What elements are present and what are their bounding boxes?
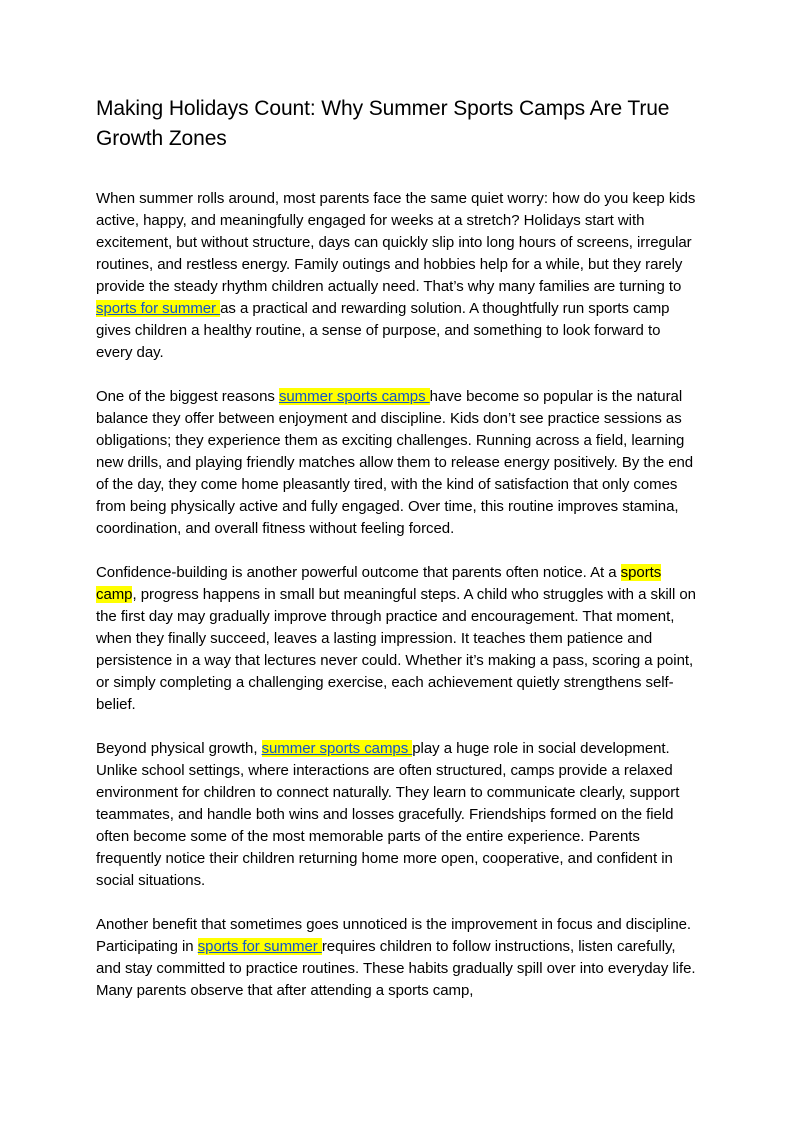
paragraph-focus bbox=[96, 914, 700, 1002]
paragraph-text: requires children to follow instructions, listen carefully, and stay committed to practice routines. These habits gradually spill over into everyday life. Many parents observe that after attending a sports camp, bbox=[96, 938, 696, 999]
document-page bbox=[96, 94, 700, 1024]
paragraph-intro bbox=[96, 188, 700, 364]
highlight-sports-camp: sports camp bbox=[96, 564, 662, 603]
paragraph-text: One of the biggest reasons bbox=[96, 388, 279, 405]
paragraph-confidence bbox=[96, 562, 700, 716]
paragraph-balance bbox=[96, 386, 700, 540]
paragraph-text: have become so popular is the natural balance they offer between enjoyment and discipline. Kids don’t see practice sessions as obligations; they experience them as exciting challenges. Running across a field, learning new drills, and playing friendly matches allow them to release energy positively. By the end of the day, they come home pleasantly tired, with the kind of satisfaction that only comes from being physically active and fully engaged. Over time, this routine improves stamina, coordination, and overall fitness without feeling forced. bbox=[96, 388, 694, 537]
paragraph-text: Confidence-building is another powerful outcome that parents often notice. At a bbox=[96, 564, 621, 581]
paragraph-social bbox=[96, 738, 700, 892]
paragraph-text: as a practical and rewarding solution. A thoughtfully run sports camp gives children a healthy routine, a sense of purpose, and something to look forward to every day. bbox=[96, 300, 670, 361]
paragraph-text: play a huge role in social development. Unlike school settings, where interactions are often structured, camps provide a relaxed environment for children to connect naturally. They learn to communicate clearly, support teammates, and handle both wins and losses gracefully. Friendships formed on the field often become some of the most memorable parts of the entire experience. Parents frequently notice their children returning home more open, cooperative, and confident in social situations. bbox=[96, 740, 680, 889]
paragraph-text: Beyond physical growth, bbox=[96, 740, 262, 757]
link-sports-for-summer[interactable]: sports for summer bbox=[197, 938, 322, 955]
paragraph-text: , progress happens in small but meaningful steps. A child who struggles with a skill on the first day may gradually improve through practice and encouragement. That moment, when they finally succeed, leaves a lasting impression. It teaches them patience and persistence in a way that lectures never could. Whether it’s making a pass, scoring a point, or simply completing a challenging exercise, each achievement quietly strengthens self-belief. bbox=[96, 586, 696, 713]
link-sports-for-summer[interactable]: sports for summer bbox=[96, 300, 221, 317]
link-summer-sports-camps[interactable]: summer sports camps bbox=[261, 740, 413, 757]
link-summer-sports-camps[interactable]: summer sports camps bbox=[278, 388, 430, 405]
paragraph-text: Another benefit that sometimes goes unnoticed is the improvement in focus and discipline. Participating in bbox=[96, 916, 692, 955]
document-title: Making Holidays Count: Why Summer Sports Camps Are True Growth Zones bbox=[96, 97, 670, 150]
paragraph-text: When summer rolls around, most parents face the same quiet worry: how do you keep kids active, happy, and meaningfully engaged for weeks at a stretch? Holidays start with excitement, but without structure, days can quickly slip into long hours of screens, irregular routines, and restless energy. Family outings and hobbies help for a while, but they rarely provide the steady rhythm children actually need. That’s why many families are turning to bbox=[96, 190, 696, 295]
